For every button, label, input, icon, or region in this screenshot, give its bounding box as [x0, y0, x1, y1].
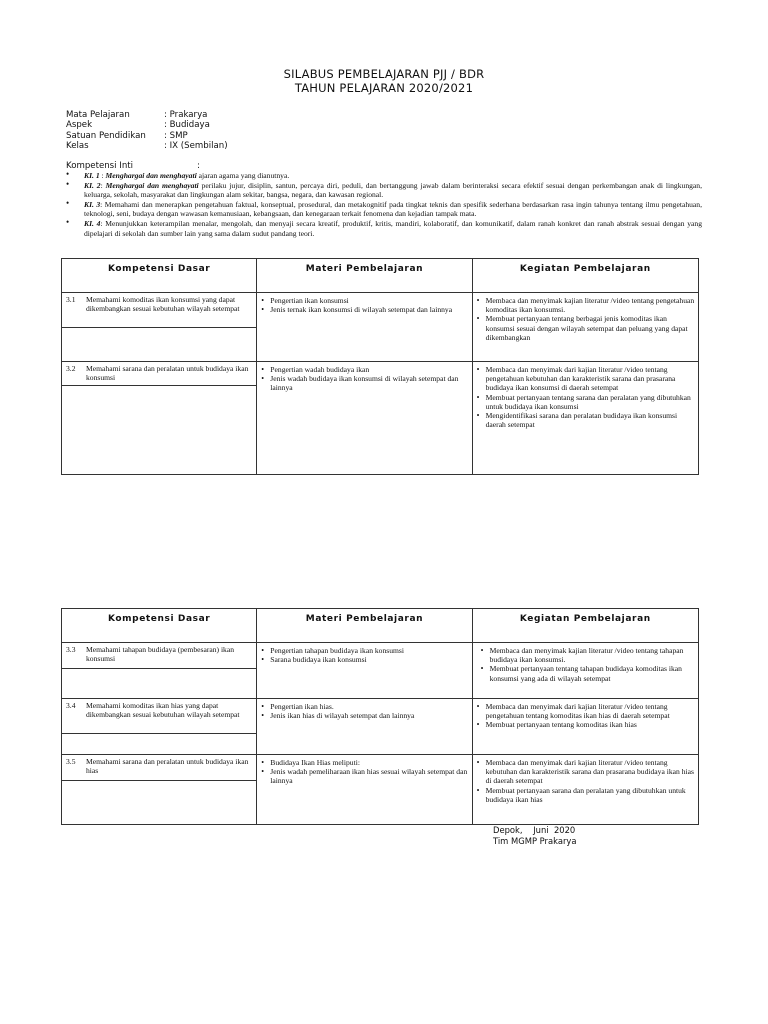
kd-text: Memahami tahapan budidaya (pembesaran) ikan konsumsi: [86, 645, 235, 664]
kd-cell: [62, 699, 257, 755]
ki-code: KI. 1: [84, 171, 100, 180]
info-row-mata-pelajaran: [66, 110, 228, 120]
materi-list: [257, 699, 471, 723]
kegiatan-cell: [472, 699, 698, 755]
kd-text: Memahami sarana dan peralatan untuk budidaya ikan konsumsi: [86, 364, 249, 383]
list-item: • Membaca dan menyimak dari kajian literatur /video tentang kebutuhan dan karakteristik sarana dan prasarana budidaya ikan hias di daerah setempat: [477, 758, 695, 786]
kd-number: 3.2: [66, 364, 76, 373]
ki-item: [66, 178, 702, 200]
ki-item: [66, 197, 702, 219]
list-item: • Membaca dan menyimak dari kajian literatur /video tentang pengetahuan kebutuhan dan karakteristik sarana dan prasarana budidaya ikan konsumsi di daerah setempat: [477, 365, 695, 393]
bullet-icon: •: [66, 216, 70, 227]
kompetensi-inti-heading: [66, 161, 200, 171]
ki-sep: :: [100, 180, 106, 190]
list-item: • Jenis wadah pemeliharaan ikan hias sesuai wilayah setempat dan lainnya: [261, 767, 468, 785]
list-item: • Pengertian ikan hias.: [261, 702, 468, 711]
info-row-aspek: [66, 120, 228, 130]
list-item: • Membaca dan menyimak dari kajian literatur /video tentang pengetahuan tentang komoditas ikan hias di daerah setempat: [477, 702, 695, 720]
info-label: Kelas: [66, 141, 89, 152]
table-row: [62, 362, 699, 475]
header-kegiatan: Kegiatan Pembelajaran: [472, 259, 698, 293]
list-item: • Pengertian ikan konsumsi: [261, 296, 468, 305]
list-item: • Membaca dan menyimak kajian literatur /video tentang pengetahuan komoditas ikan konsumsi.: [477, 296, 695, 314]
materi-cell: [257, 362, 472, 475]
kd-text-block: [62, 293, 256, 328]
info-value: : Budidaya: [164, 120, 210, 131]
list-item: • Membuat pertanyaan tentang komoditas ikan hias: [477, 720, 695, 729]
kompetensi-inti-colon: :: [197, 161, 200, 171]
info-value: : SMP: [164, 130, 188, 141]
kd-cell: [62, 293, 257, 362]
header-materi: Materi Pembelajaran: [257, 259, 472, 293]
ki-text: ajaran agama yang dianutnya.: [196, 171, 290, 180]
kd-cell: [62, 643, 257, 699]
signature-block: [493, 825, 577, 846]
kd-number: 3.3: [66, 645, 76, 654]
table-row: [62, 643, 699, 699]
materi-list: [257, 293, 471, 317]
kegiatan-cell: [472, 755, 698, 825]
info-label: Satuan Pendidikan: [66, 130, 146, 141]
materi-list: [257, 643, 471, 667]
ki-text: perilaku jujur, disiplin, santun, percaya diri, peduli, dan bertanggung jawab dalam berinteraksi secara efektif sesuai dengan perkembangan anak di lingkungan, keluarga, sekolah, masyarakat dan lingkungan alam sekitar, bangsa, negara, dan kawasan regional.: [84, 180, 702, 200]
bullet-icon: •: [66, 178, 70, 189]
kd-cell: [62, 755, 257, 825]
header-kompetensi-dasar: Kompetensi Dasar: [62, 259, 257, 293]
ki-code: KI. 2: [84, 180, 101, 190]
kd-text: Memahami sarana dan peralatan untuk budidaya ikan hias: [86, 757, 249, 776]
kegiatan-list: [473, 755, 698, 807]
materi-cell: [257, 699, 472, 755]
kd-number: 3.4: [66, 701, 76, 710]
list-item: • Membuat pertanyaan tentang sarana dan peralatan yang dibutuhkan untuk budidaya ikan konsumsi: [477, 393, 695, 411]
list-item: • Sarana budidaya ikan konsumsi: [261, 655, 468, 664]
materi-list: [257, 362, 471, 396]
kd-text: Memahami komoditas ikan konsumsi yang dapat dikembangkan sesuai kebutuhan wilayah setempat: [86, 295, 240, 314]
info-value: : Prakarya: [164, 110, 208, 120]
ki-sep: :: [100, 199, 105, 209]
kegiatan-list: [473, 362, 698, 432]
list-item: • Pengertian tahapan budidaya ikan konsumsi: [261, 646, 468, 655]
materi-list: [257, 755, 471, 789]
kegiatan-list: [473, 699, 698, 733]
ki-sep: :: [99, 171, 106, 180]
kd-number: 3.1: [66, 295, 76, 304]
bullet-icon: •: [66, 169, 70, 179]
kd-text-block: [62, 643, 256, 669]
ki-text: Memahami dan menerapkan pengetahuan faktual, konseptual, prosedural, dan metakognitif pada tingkat teknis dan spesifik sederhana berdasarkan rasa ingin tahunya tentang ilmu pengetahuan, teknologi, seni, budaya dengan wawasan kemanusiaan, kebangsaan, dan kenegaraan terkait fenomena dan kejadian tampak mata.: [84, 199, 702, 219]
header-kegiatan: Kegiatan Pembelajaran: [472, 609, 698, 643]
syllabus-table-2: [61, 608, 699, 825]
info-label: Mata Pelajaran: [66, 110, 130, 120]
table-row: [62, 755, 699, 825]
kompetensi-inti-label: Kompetensi Inti: [66, 161, 134, 171]
kd-text-block: [62, 362, 256, 386]
kd-number: 3.5: [66, 757, 76, 766]
ki-code: KI. 3: [84, 199, 101, 209]
kegiatan-list: [473, 643, 698, 686]
header-materi: Materi Pembelajaran: [257, 609, 472, 643]
kd-text: Memahami komoditas ikan hias yang dapat dikembangkan sesuai kebutuhan wilayah setempat: [86, 701, 240, 720]
materi-cell: [257, 755, 472, 825]
subject-info: [66, 110, 228, 152]
kd-text-block: [62, 699, 256, 734]
list-item: • Budidaya Ikan Hias meliputi:: [261, 758, 468, 767]
signature-team: Tim MGMP Prakarya: [493, 835, 577, 846]
kd-text-block: [62, 755, 256, 781]
syllabus-table-1: [61, 258, 699, 475]
table-header-row: [62, 609, 699, 643]
list-item: • Jenis wadah budidaya ikan konsumsi di wilayah setempat dan lainnya: [261, 374, 468, 392]
header-kompetensi-dasar: Kompetensi Dasar: [62, 609, 257, 643]
ki-code: KI. 4: [84, 218, 101, 228]
document-subtitle: TAHUN PELAJARAN 2020/2021: [294, 81, 474, 95]
kompetensi-inti-list: [66, 171, 702, 238]
ki-sep: :: [100, 218, 106, 228]
list-item: • Mengidentifikasi sarana dan peralatan budidaya ikan konsumsi daerah setempat: [477, 411, 695, 429]
list-item: • Pengertian wadah budidaya ikan: [261, 365, 468, 374]
bullet-icon: •: [66, 197, 70, 208]
materi-cell: [257, 293, 472, 362]
info-row-kelas: [66, 141, 228, 151]
kd-cell: [62, 362, 257, 475]
info-value: : IX (Sembilan): [164, 141, 228, 152]
kegiatan-list: [473, 293, 698, 345]
document-title: SILABUS PEMBELAJARAN PJJ / BDR: [283, 67, 485, 81]
list-item: • Membuat pertanyaan sarana dan peralatan yang dibutuhkan untuk budidaya ikan hias: [477, 786, 695, 804]
table-header-row: [62, 259, 699, 293]
list-item: • Jenis ternak ikan konsumsi di wilayah setempat dan lainnya: [261, 305, 468, 314]
kegiatan-cell: [472, 362, 698, 475]
signature-place-date: Depok, Juni 2020: [493, 825, 576, 835]
ki-emph: Menghargai dan menghayati: [105, 171, 197, 180]
kegiatan-cell: [472, 293, 698, 362]
kegiatan-cell: [472, 643, 698, 699]
ki-text: Menunjukkan keterampilan menalar, mengolah, dan menyaji secara kreatif, produktif, kritis, mandiri, kolaboratif, dan komunikatif, dalam ranah konkret dan ranah abstrak sesuai dengan yang dipelajari di sekolah dan sumber lain yang sama dalam sudut pandang teori.: [84, 218, 702, 238]
info-row-satuan-pendidikan: [66, 131, 228, 141]
list-item: • Membaca dan menyimak kajian literatur /video tentang tahapan budidaya ikan konsumsi.: [481, 646, 695, 664]
list-item: • Membuat pertanyaan tentang berbagai jenis komoditas ikan konsumsi sesuai dengan wilayah setempat dan peluang yang dapat dikembangkan: [477, 314, 695, 342]
materi-cell: [257, 643, 472, 699]
table-row: [62, 699, 699, 755]
list-item: • Jenis ikan hias di wilayah setempat dan lainnya: [261, 711, 468, 720]
table-row: [62, 293, 699, 362]
ki-item: [66, 216, 702, 238]
list-item: • Membuat pertanyaan tentang tahapan budidaya komoditas ikan konsumsi yang ada di wilayah setempat: [481, 664, 695, 682]
info-label: Aspek: [66, 120, 93, 131]
ki-emph: Menghargai dan menghayati: [105, 180, 199, 190]
ki-item: [66, 171, 702, 181]
